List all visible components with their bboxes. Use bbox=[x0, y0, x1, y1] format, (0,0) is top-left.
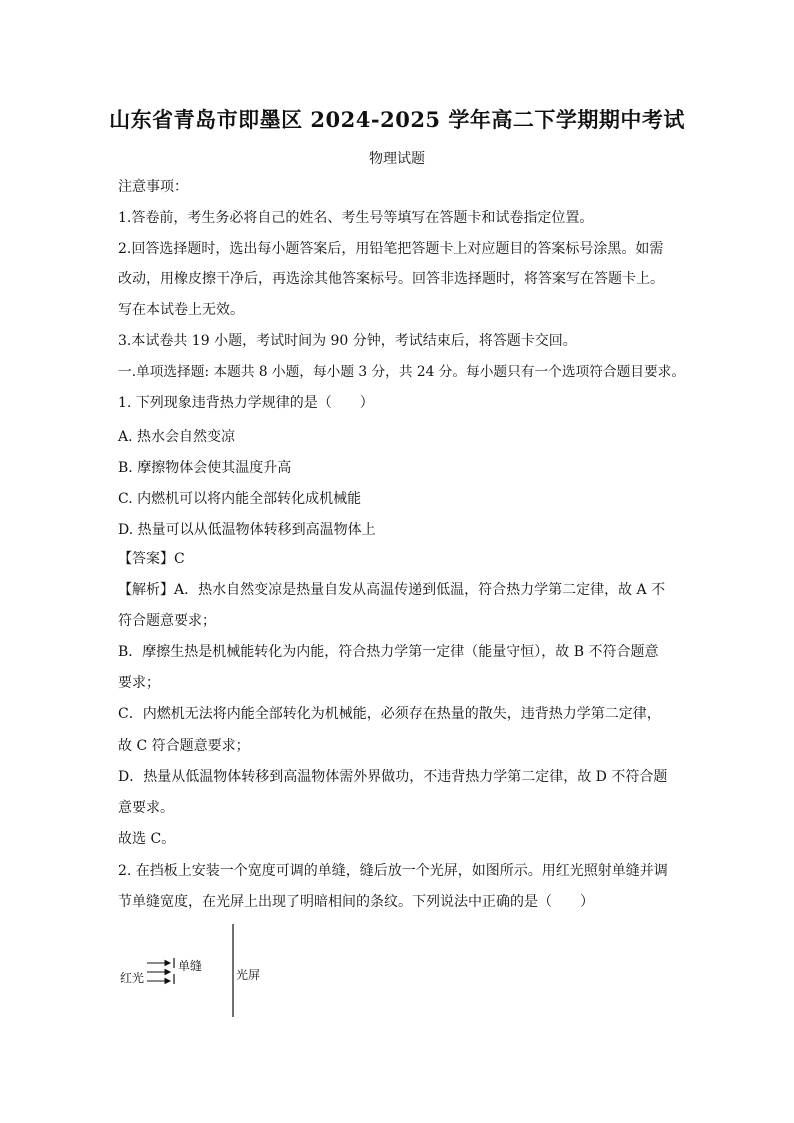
q1-option-c: C. 内燃机可以将内能全部转化成机械能 bbox=[118, 491, 362, 507]
screen-label: 光屏 bbox=[236, 968, 261, 982]
arrowhead bbox=[165, 979, 170, 984]
page-subtitle: 物理试题 bbox=[369, 151, 425, 167]
q1-option-d: D. 热量可以从低温物体转移到高温物体上 bbox=[118, 522, 376, 538]
q1-analysis-line: 故 C 符合题意要求； bbox=[118, 738, 250, 754]
slit-label: 单缝 bbox=[178, 959, 203, 973]
q1-analysis-line: C．内燃机无法将内能全部转化为机械能，必须存在热量的散失，违背热力学第二定律， bbox=[118, 706, 661, 722]
notice-line: 改动，用橡皮擦干净后，再选涂其他答案标号。回答非选择题时，将答案写在答题卡上。 bbox=[118, 271, 664, 287]
notice-line: 1.答卷前，考生务必将自己的姓名、考生号等填写在答题卡和试卷指定位置。 bbox=[118, 210, 594, 226]
question-2-stem: 节单缝宽度，在光屏上出现了明暗相间的条纹。下列说法中正确的是（ ） bbox=[118, 894, 594, 910]
notice-line: 写在本试卷上无效。 bbox=[118, 302, 244, 318]
q1-answer: 【答案】C bbox=[118, 551, 185, 567]
q1-option-a: A. 热水会自然变凉 bbox=[118, 429, 236, 445]
q1-analysis-line: B．摩擦生热是机械能转化为内能，符合热力学第一定律（能量守恒），故 B 不符合题意 bbox=[118, 644, 659, 660]
q1-conclusion: 故选 C。 bbox=[118, 831, 176, 847]
arrowhead bbox=[165, 970, 170, 975]
q1-analysis-line: 意要求。 bbox=[118, 800, 174, 816]
red-light-label: 红光 bbox=[120, 971, 145, 985]
section-heading: 一.单项选择题: 本题共 8 小题，每小题 3 分，共 24 分。每小题只有一个选项符合题目要求。 bbox=[118, 364, 686, 380]
notice-line: 2.回答选择题时，选出每小题答案后，用铅笔把答题卡上对应题目的答案标号涂黑。如需 bbox=[118, 241, 664, 257]
q1-option-b: B. 摩擦物体会使其温度升高 bbox=[118, 460, 292, 476]
q1-analysis-line: 符合题意要求； bbox=[118, 613, 216, 629]
q1-analysis-line: 要求； bbox=[118, 675, 160, 691]
arrowhead bbox=[165, 961, 170, 966]
notice-line: 3.本试卷共 19 小题，考试时间为 90 分钟，考试结束后，将答题卡交回。 bbox=[118, 333, 577, 349]
q1-analysis-line: 【解析】A．热水自然变凉是热量自发从高温传递到低温，符合热力学第二定律，故 A 不 bbox=[118, 582, 666, 598]
slit-diffraction-figure bbox=[110, 920, 310, 1020]
question-2-stem: 2. 在挡板上安装一个宽度可调的单缝，缝后放一个光屏，如图所示。用红光照射单缝并调 bbox=[118, 863, 668, 879]
notice-heading: 注意事项： bbox=[118, 179, 188, 195]
question-1-stem: 1. 下列现象违背热力学规律的是（ ） bbox=[118, 395, 374, 411]
page-title: 山东省青岛市即墨区 2024-2025 学年高二下学期期中考试 bbox=[109, 107, 685, 132]
q1-analysis-line: D．热量从低温物体转移到高温物体需外界做功，不违背热力学第二定律，故 D 不符合题 bbox=[118, 769, 668, 785]
